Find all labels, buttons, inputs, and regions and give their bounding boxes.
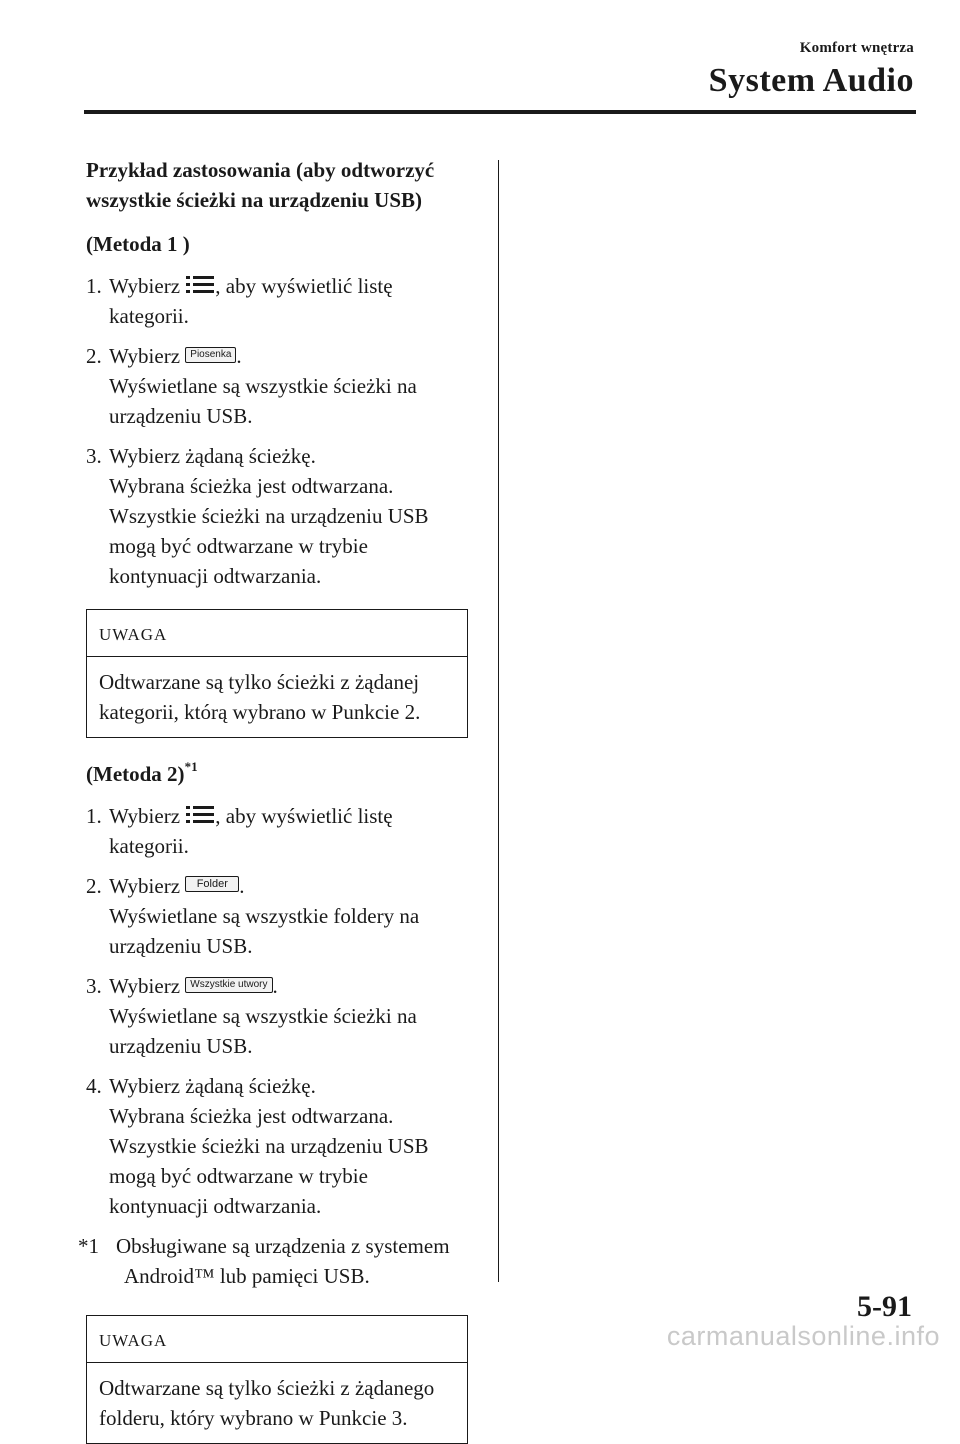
step-number: 2. xyxy=(86,344,102,368)
step-text: . xyxy=(239,874,245,898)
method1-step-2 xyxy=(86,341,470,431)
method1-step-3 xyxy=(86,441,470,591)
step-text: . xyxy=(272,974,278,998)
note-text: folderu, który wybrano w Punkcie 3. xyxy=(99,1406,408,1430)
step-text: Wybierz xyxy=(109,874,181,898)
note-text: Odtwarzane są tylko ścieżki z żądanej xyxy=(99,670,420,694)
left-column xyxy=(78,155,470,1444)
step-text: , aby wyświetlić listę xyxy=(215,274,393,298)
footnote-text: Obsługiwane są urządzenia z systemem xyxy=(116,1234,450,1258)
method1-title: (Metoda 1 ) xyxy=(86,232,190,256)
step-text: mogą być odtwarzane w trybie xyxy=(109,534,368,558)
step-text: Wszystkie ścieżki na urządzeniu USB xyxy=(109,1134,429,1158)
step-text: urządzeniu USB. xyxy=(109,934,253,958)
all-tracks-button: Wszystkie utwory xyxy=(185,977,272,993)
method1-steps xyxy=(86,271,470,591)
list-icon xyxy=(186,274,214,296)
step-text: Wybrana ścieżka jest odtwarzana. xyxy=(109,1104,394,1128)
note-body xyxy=(87,657,467,737)
step-text: mogą być odtwarzane w trybie xyxy=(109,1164,368,1188)
step-text: kategorii. xyxy=(109,834,189,858)
step-text: Wybierz xyxy=(109,974,181,998)
note-heading: UWAGA xyxy=(87,610,467,657)
method2-step-1 xyxy=(86,801,470,861)
step-text: Wybierz xyxy=(109,804,181,828)
step-number: 2. xyxy=(86,874,102,898)
step-number: 1. xyxy=(86,274,102,298)
step-number: 4. xyxy=(86,1074,102,1098)
step-text: Wybierz żądaną ścieżkę. xyxy=(109,444,316,468)
folder-button: Folder xyxy=(185,876,239,892)
header-rule xyxy=(84,110,916,114)
note-body xyxy=(87,1363,467,1443)
footnote-text: Android™ lub pamięci USB. xyxy=(124,1264,370,1288)
method2-step-2 xyxy=(86,871,470,961)
example-heading xyxy=(86,155,470,215)
footnote-mark: *1 xyxy=(78,1234,99,1258)
step-text: kategorii. xyxy=(109,304,189,328)
step-text: Wybierz żądaną ścieżkę. xyxy=(109,1074,316,1098)
step-number: 3. xyxy=(86,974,102,998)
step-text: Wyświetlane są wszystkie foldery na xyxy=(109,904,420,928)
note-box-1 xyxy=(86,609,468,738)
note-heading: UWAGA xyxy=(87,1316,467,1363)
column-divider xyxy=(498,160,499,1282)
step-text: urządzeniu USB. xyxy=(109,404,253,428)
note-text: kategorii, którą wybrano w Punkcie 2. xyxy=(99,700,421,724)
step-text: kontynuacji odtwarzania. xyxy=(109,564,322,588)
chapter-title: System Audio xyxy=(708,62,914,99)
page-number: 5-91 xyxy=(857,1290,912,1323)
method2-title-text: (Metoda 2) xyxy=(86,762,185,786)
list-icon xyxy=(186,804,214,826)
step-text: Wybierz xyxy=(109,274,181,298)
example-heading-line2: wszystkie ścieżki na urządzeniu USB) xyxy=(86,188,422,212)
step-text: Wyświetlane są wszystkie ścieżki na xyxy=(109,374,417,398)
step-text: kontynuacji odtwarzania. xyxy=(109,1194,322,1218)
watermark: carmanualsonline.info xyxy=(666,1321,940,1351)
step-text: Wyświetlane są wszystkie ścieżki na xyxy=(109,1004,417,1028)
method2-steps xyxy=(86,801,470,1221)
step-number: 1. xyxy=(86,804,102,828)
method2-title xyxy=(86,754,470,789)
footnote xyxy=(78,1231,470,1291)
section-title: Komfort wnętrza xyxy=(799,40,914,56)
step-text: Wybierz xyxy=(109,344,181,368)
example-heading-line1: Przykład zastosowania (aby odtworzyć xyxy=(86,158,435,182)
note-text: Odtwarzane są tylko ścieżki z żądanego xyxy=(99,1376,435,1400)
note-box-2 xyxy=(86,1315,468,1444)
step-text: urządzeniu USB. xyxy=(109,1034,253,1058)
method2-step-3 xyxy=(86,971,470,1061)
method1-step-1 xyxy=(86,271,470,331)
step-text: Wybrana ścieżka jest odtwarzana. xyxy=(109,474,394,498)
method2-step-4 xyxy=(86,1071,470,1221)
footnote-ref: *1 xyxy=(184,759,198,774)
step-number: 3. xyxy=(86,444,102,468)
piosenka-button: Piosenka xyxy=(185,347,236,363)
step-text: . xyxy=(236,344,242,368)
step-text: Wszystkie ścieżki na urządzeniu USB xyxy=(109,504,429,528)
step-text: , aby wyświetlić listę xyxy=(215,804,393,828)
